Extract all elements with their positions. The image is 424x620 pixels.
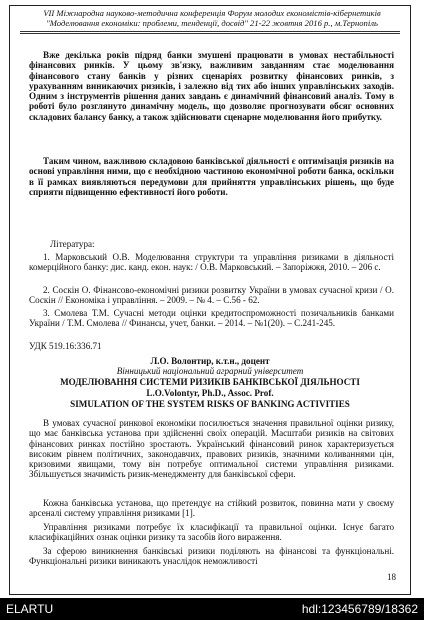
author-name-en: L.O.Volontyr, Ph.D., Assoc. Prof.: [146, 388, 274, 398]
author-affiliation: Вінницький національний аграрний університет: [116, 366, 304, 376]
header-line-1: VII Міжнародна науково-методична конференція Форум молодих економістів-кібернетиків: [43, 8, 381, 18]
body-paragraph-1: Вже декілька років підряд банки змушені працювати в умовах нестабільності фінансових ринків. У цьому зв'язку, важливим завданням стає моделювання фінансового стану банків у різних сценаріях розвитку фінансових ринків, з урахуванням виникаючих ризиків, і залежно від тих або інших управлінських заходів. Одним з інструментів рішення даних завдань є динамічний фінансовий аналіз. Тому в роботі було розглянуто динамічну модель, що дозволяє прогнозувати обсяг основних складових балансу банку, а також здійснювати сценарне моделювання його прибутку.: [29, 50, 394, 122]
article-paragraph-4: За сферою виникнення банківські ризики поділяють на фінансові та функціональні. Функціональні ризики виникають унаслідок неможливості: [29, 546, 394, 567]
reference-item-1: 1. Марковський О.В. Моделювання структури та управління ризиками в діяльності комерційного банку: дис. канд. екон. наук: / О.В. Марковський. – Запоріжжя, 2010. – 206 с.: [29, 252, 394, 273]
footer-repository-label: ELARTU: [6, 602, 54, 616]
page-number: 18: [387, 572, 396, 582]
page-frame: [9, 5, 411, 595]
header-rule-2: [20, 33, 400, 34]
article-title-en: SIMULATION OF THE SYSTEM RISKS OF BANKING ACTIVITIES: [70, 399, 350, 409]
references-heading: Література:: [50, 239, 95, 249]
conference-header: [22, 8, 402, 28]
footer-bar: [0, 598, 424, 620]
reference-item-3: 3. Смолева Т.М. Сучасні методи оцінки кредитоспроможності позичальників банками України / Т.М. Смолева // Финансы, учет, банки. – 2014. – №1(20). – С.241-245.: [29, 308, 394, 329]
article-paragraph-2: Кожна банківська установа, що претендує на стійкий розвиток, повинна мати у своєму арсеналі систему управління ризиками [1].: [29, 498, 394, 519]
author-name: Л.О. Волонтир, к.т.н., доцент: [150, 356, 270, 366]
header-line-2: "Моделювання економіки: проблеми, тенденції, досвід" 21-22 жовтня 2016 р., м.Тернопіль: [46, 18, 378, 28]
reference-item-2: 2. Соскін О. Фінансово-економічні ризики розвитку України в умовах сучасної кризи / О. Соскін // Економіка і управління. – 2009. – № 4. – С.56 - 62.: [29, 285, 394, 306]
article-title-ua: МОДЕЛЮВАННЯ СИСТЕМИ РИЗИКІВ БАНКІВСЬКОЇ ДІЯЛЬНОСТІ: [60, 377, 360, 387]
body-paragraph-2: Таким чином, важливою складовою банківської діяльності є оптимізація ризиків на основі управління ними, що є необхідною частиною економічної роботи банка, оскільки в її рамках виявляються передумови для прийняття управлінських рішень, що буде сприяти підвищенню ефективності його роботи.: [29, 156, 394, 197]
header-rule: [20, 31, 400, 32]
article-paragraph-1: В умовах сучасної ринкової економіки посилюється значення правильної оцінки ризику, що має банківська установа при здійсненні своїх операцій. Масштаби ризиків на світових фінансових ринках постійно зростають. Український фінансовий ринок характеризується високим рівнем політичних, законодавчих, правових ризиків, значними коливаннями цін, кризовими явищами, тому він потребує оптимальної системи управління ризиками. Збільшується значимість ризик-менеджменту для банківської сфери.: [29, 418, 394, 480]
footer-handle-link[interactable]: hdl:123456789/18362: [301, 602, 418, 616]
udc-code: УДК 519.16:336.71: [29, 341, 102, 351]
article-paragraph-3: Управління ризиками потребує їх класифікації та правильної оцінки. Існує багато класифікаційних ознак оцінки ризику та засобів його вираження.: [29, 522, 394, 543]
